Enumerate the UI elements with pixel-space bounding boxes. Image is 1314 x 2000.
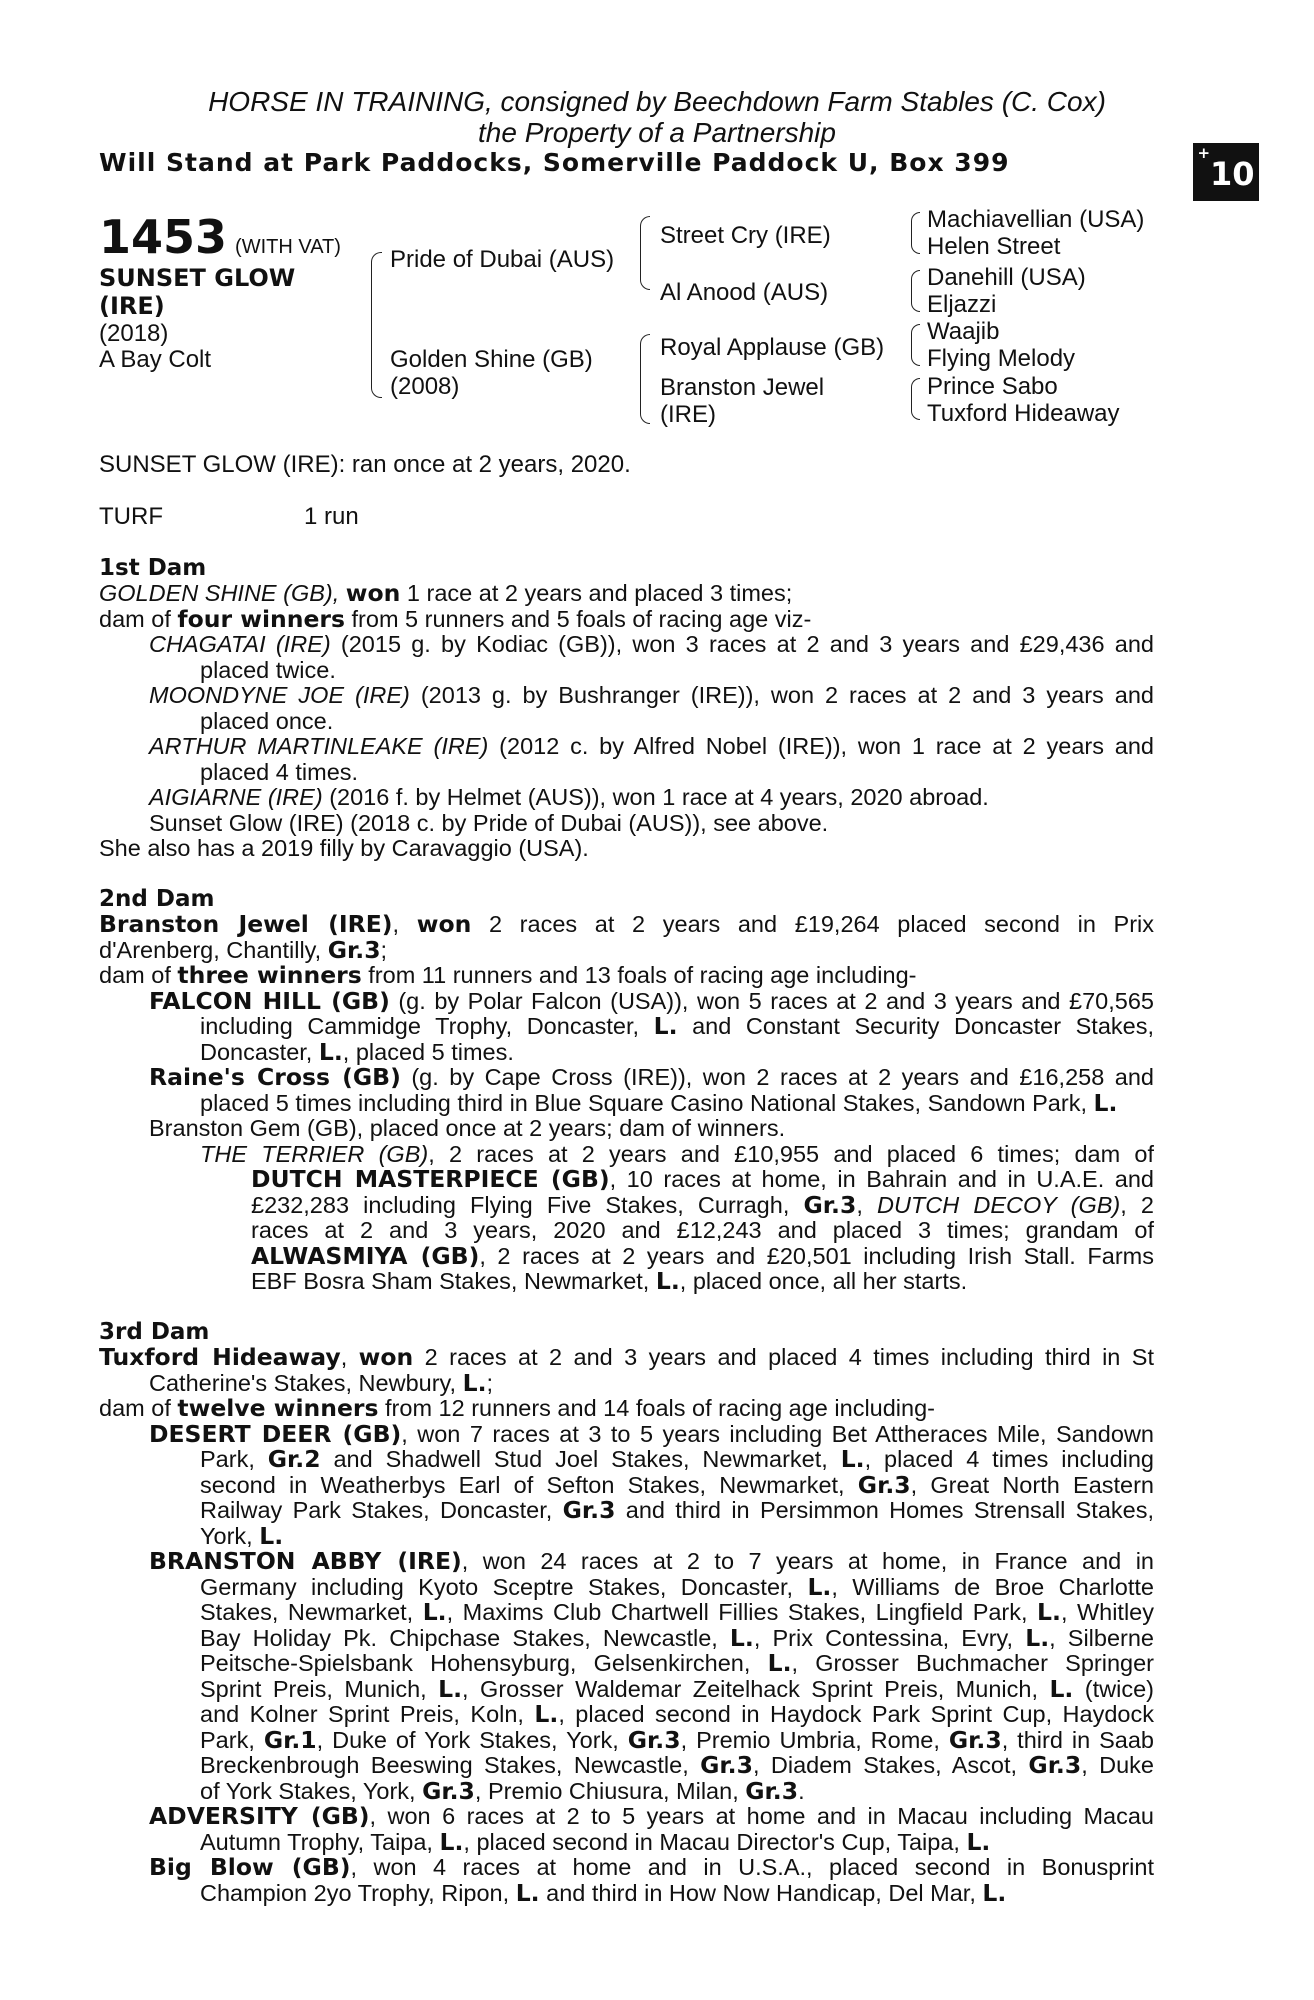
third-dam-line: Big Blow (GB), won 4 races at home and in U.S.A., placed second in Bonusprint <box>149 1855 1154 1881</box>
badge-number: 10 <box>1210 155 1255 193</box>
lot-header <box>99 210 341 264</box>
pedigree-sire-sire: Street Cry (IRE) <box>660 222 831 249</box>
pedigree-g8: Tuxford Hideaway <box>927 400 1120 427</box>
horse-name: SUNSET GLOW <box>99 264 296 292</box>
pedigree-sire-dam: Al Anood (AUS) <box>660 279 829 306</box>
second-dam-line: ALWASMIYA (GB), 2 races at 2 years and £20,501 including Irish Stall. Farms <box>251 1243 1154 1269</box>
third-dam-line: Catherine's Stakes, Newbury, L.; <box>149 1370 494 1396</box>
surface-runs: 1 run <box>304 503 359 530</box>
vat-rate-badge <box>1193 143 1259 201</box>
pedigree-g3: Danehill (USA) <box>927 264 1086 291</box>
horse-description: A Bay Colt <box>99 346 212 373</box>
first-dam-line: AIGIARNE (IRE) (2016 f. by Helmet (AUS)), won 1 race at 4 years, 2020 abroad. <box>149 785 989 810</box>
pedigree-g7: Prince Sabo <box>927 373 1058 400</box>
second-dam-line: DUTCH MASTERPIECE (GB), 10 races at home, in Bahrain and in U.A.E. and <box>251 1167 1154 1193</box>
third-dam-heading: 3rd Dam <box>99 1319 210 1345</box>
third-dam-line: York, L. <box>200 1523 284 1549</box>
second-dam-line: THE TERRIER (GB), 2 races at 2 years and £10,955 and placed 6 times; dam of <box>200 1141 1154 1167</box>
g-brace-3 <box>911 324 920 366</box>
third-dam-line: Bay Holiday Pk. Chipchase Stakes, Newcastle, L., Prix Contessina, Evry, L., Silberne <box>200 1625 1154 1651</box>
third-dam-line: ADVERSITY (GB), won 6 races at 2 to 5 years at home and in Macau including Macau <box>149 1804 1154 1830</box>
g-brace-4 <box>911 378 920 420</box>
first-dam-line: She also has a 2019 filly by Caravaggio (USA). <box>99 836 589 861</box>
pedigree-g1: Machiavellian (USA) <box>927 206 1145 233</box>
first-dam-line: GOLDEN SHINE (GB), won 1 race at 2 years and placed 3 times; <box>99 581 793 607</box>
first-dam-line: placed twice. <box>200 657 336 683</box>
horse-year: (2018) <box>99 320 169 347</box>
second-dam-heading: 2nd Dam <box>99 886 215 912</box>
race-record-summary: SUNSET GLOW (IRE): ran once at 2 years, 2020. <box>99 451 631 478</box>
lot-number: 1453 <box>99 210 228 264</box>
second-dam-line: Raine's Cross (GB) (g. by Cape Cross (IRE)), won 2 races at 2 years and £16,258 and <box>149 1065 1154 1091</box>
third-dam-line: Germany including Kyoto Sceptre Stakes, Doncaster, L., Williams de Broe Charlotte <box>200 1574 1154 1600</box>
second-dam-line: Branston Jewel (IRE), won 2 races at 2 years and £19,264 placed second in Prix <box>99 912 1154 938</box>
surface-label: TURF <box>99 503 163 530</box>
lot-vat: (WITH VAT) <box>235 236 341 258</box>
second-dam-line: Doncaster, L., placed 5 times. <box>200 1039 514 1065</box>
first-dam-line: ARTHUR MARTINLEAKE (IRE) (2012 c. by Alfred Nobel (IRE)), won 1 race at 2 years and <box>149 734 1154 759</box>
sire-line-brace <box>640 216 650 290</box>
pedigree-brace <box>371 252 382 398</box>
catalogue-subtitle: the Property of a Partnership <box>478 117 836 148</box>
pedigree-dam-year: (2008) <box>390 373 460 400</box>
third-dam-line: and Kolner Sprint Preis, Koln, L., placed second in Haydock Park Sprint Cup, Haydock <box>200 1702 1154 1728</box>
pedigree-g2: Helen Street <box>927 233 1061 260</box>
first-dam-line: dam of four winners from 5 runners and 5 foals of racing age viz- <box>99 606 812 632</box>
pedigree-dam-dam: Branston Jewel <box>660 374 825 401</box>
third-dam-line: Tuxford Hideaway, won 2 races at 2 and 3 years and placed 4 times including third in St <box>99 1345 1154 1371</box>
third-dam-line: DESERT DEER (GB), won 7 races at 3 to 5 years including Bet Attheraces Mile, Sandown <box>149 1421 1154 1447</box>
first-dam-text <box>99 581 1154 862</box>
third-dam-line: Sprint Preis, Munich, L., Grosser Waldemar Zeitelhack Sprint Preis, Munich, L. (twice) <box>200 1676 1154 1702</box>
pedigree-dam-sire: Royal Applause (GB) <box>660 334 885 361</box>
third-dam-line: Champion 2yo Trophy, Ripon, L. and third in How Now Handicap, Del Mar, L. <box>200 1880 1007 1906</box>
pedigree-sire: Pride of Dubai (AUS) <box>390 246 615 273</box>
third-dam-line: BRANSTON ABBY (IRE), won 24 races at 2 to 7 years at home, in France and in <box>149 1549 1154 1575</box>
third-dam-line: Railway Park Stakes, Doncaster, Gr.3 and third in Persimmon Homes Strensall Stakes, <box>200 1498 1154 1524</box>
third-dam-text <box>99 1345 1154 1906</box>
catalogue-title: HORSE IN TRAINING, consigned by Beechdown Farm Stables (C. Cox) <box>208 86 1106 117</box>
first-dam-line: placed 4 times. <box>200 759 359 785</box>
first-dam-line: CHAGATAI (IRE) (2015 g. by Kodiac (GB)), won 3 races at 2 and 3 years and £29,436 and <box>149 632 1154 657</box>
horse-origin: (IRE) <box>99 292 165 320</box>
third-dam-line: of York Stakes, York, Gr.3, Premio Chiusura, Milan, Gr.3. <box>200 1778 805 1804</box>
pedigree-dam: Golden Shine (GB) <box>390 346 593 373</box>
first-dam-line: Sunset Glow (IRE) (2018 c. by Pride of Dubai (AUS)), see above. <box>149 810 829 836</box>
third-dam-line: dam of twelve winners from 12 runners and 14 foals of racing age including- <box>99 1396 935 1422</box>
first-dam-heading: 1st Dam <box>99 555 207 581</box>
second-dam-line: EBF Bosra Sham Stakes, Newmarket, L., placed once, all her starts. <box>251 1269 968 1295</box>
second-dam-line: FALCON HILL (GB) (g. by Polar Falcon (USA)), won 5 races at 2 and 3 years and £70,565 <box>149 988 1154 1014</box>
second-dam-text <box>99 912 1154 1295</box>
second-dam-line: £232,283 including Flying Five Stakes, Curragh, Gr.3, DUTCH DECOY (GB), 2 <box>251 1192 1154 1218</box>
second-dam-line: including Cammidge Trophy, Doncaster, L. and Constant Security Doncaster Stakes, <box>200 1014 1154 1040</box>
second-dam-line: d'Arenberg, Chantilly, Gr.3; <box>99 937 388 963</box>
badge-plus: + <box>1197 144 1211 162</box>
pedigree-g4: Eljazzi <box>927 291 997 318</box>
second-dam-line: Branston Gem (GB), placed once at 2 years; dam of winners. <box>149 1116 786 1141</box>
dam-line-brace <box>640 334 650 424</box>
third-dam-line: second in Weatherbys Earl of Sefton Stakes, Newmarket, Gr.3, Great North Eastern <box>200 1472 1154 1498</box>
second-dam-line: placed 5 times including third in Blue Square Casino National Stakes, Sandown Park, L. <box>200 1090 1118 1116</box>
third-dam-line: Stakes, Newmarket, L., Maxims Club Chartwell Fillies Stakes, Lingfield Park, L., Whitley <box>200 1600 1154 1626</box>
first-dam-line: MOONDYNE JOE (IRE) (2013 g. by Bushranger (IRE)), won 2 races at 2 and 3 years and <box>149 683 1154 708</box>
pedigree-dam-dam-origin: (IRE) <box>660 401 716 428</box>
third-dam-line: Park, Gr.1, Duke of York Stakes, York, Gr.3, Premio Umbria, Rome, Gr.3, third in Saab <box>200 1727 1154 1753</box>
first-dam-line: placed once. <box>200 708 334 734</box>
second-dam-line: dam of three winners from 11 runners and 13 foals of racing age including- <box>99 963 917 989</box>
third-dam-line: Autumn Trophy, Taipa, L., placed second in Macau Director's Cup, Taipa, L. <box>200 1829 991 1855</box>
third-dam-line: Peitsche-Spielsbank Hohensyburg, Gelsenkirchen, L., Grosser Buchmacher Springer <box>200 1651 1154 1677</box>
second-dam-line: races at 2 and 3 years, 2020 and £12,243 and placed 3 times; grandam of <box>251 1218 1154 1243</box>
g-brace-1 <box>911 212 920 254</box>
third-dam-line: Park, Gr.2 and Shadwell Stud Joel Stakes, Newmarket, L., placed 4 times including <box>200 1447 1154 1473</box>
pedigree-g5: Waajib <box>927 318 1000 345</box>
third-dam-line: Breckenbrough Beeswing Stakes, Newcastle, Gr.3, Diadem Stakes, Ascot, Gr.3, Duke <box>200 1753 1154 1779</box>
pedigree-g6: Flying Melody <box>927 345 1076 372</box>
g-brace-2 <box>911 270 920 312</box>
stand-location: Will Stand at Park Paddocks, Somerville Paddock U, Box 399 <box>99 148 1010 177</box>
